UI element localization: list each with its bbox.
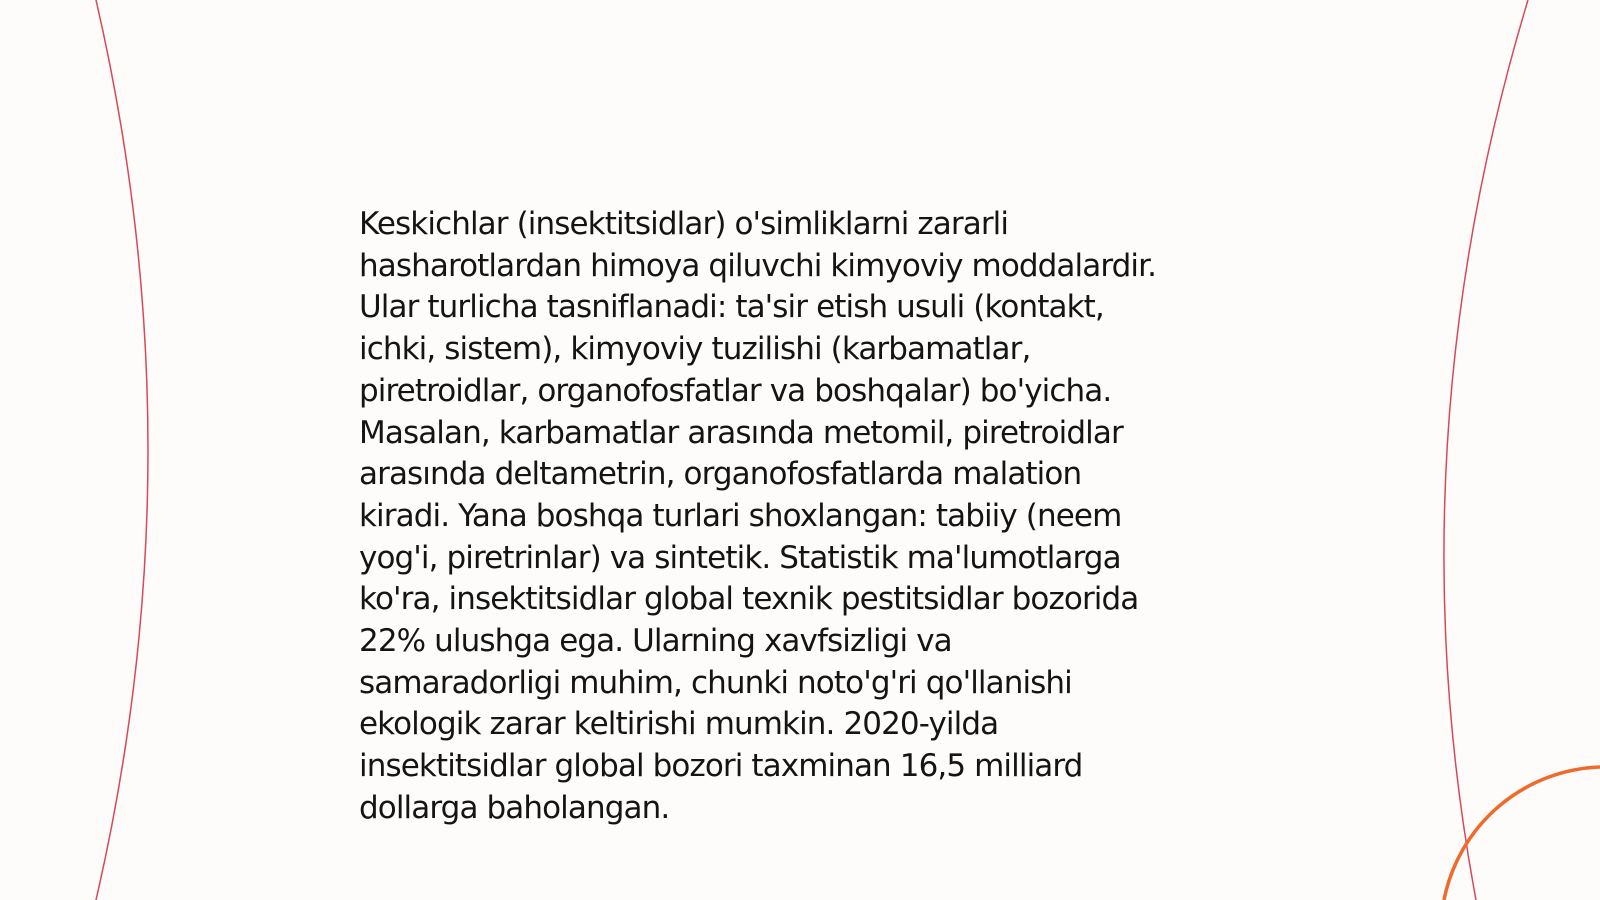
- body-line: arasında deltametrin, organofosfatlarda malation: [359, 456, 1082, 493]
- body-line: ekologik zarar keltirishi mumkin. 2020-yilda: [359, 706, 999, 743]
- left-curve-line: [96, 0, 148, 900]
- body-paragraph: [359, 204, 1259, 830]
- body-line: ko'ra, insektitsidlar global texnik pestitsidlar bozorida: [359, 581, 1139, 618]
- body-line: yog'i, piretrinlar) va sintetik. Statistik ma'lumotlarga: [359, 539, 1121, 576]
- orange-arc: [1444, 767, 1600, 900]
- body-line: Ular turlicha tasniflanadi: ta'sir etish usuli (kontakt,: [359, 289, 1104, 326]
- body-line: 22% ulushga ega. Ularning xavfsizligi va: [359, 623, 952, 660]
- body-line: insektitsidlar global bozori taxminan 16,5 milliard: [359, 748, 1083, 785]
- body-line: kiradi. Yana boshqa turlari shoxlangan: tabiiy (neem: [359, 497, 1122, 534]
- body-line: dollarga baholangan.: [359, 789, 670, 826]
- body-line: hasharotlardan himoya qiluvchi kimyoviy moddalardir.: [359, 247, 1157, 284]
- body-line: Keskichlar (insektitsidlar) o'simliklarni zararli: [359, 206, 1009, 242]
- body-line: ichki, sistem), kimyoviy tuzilishi (karbamatlar,: [359, 331, 1031, 368]
- body-line: piretroidlar, organofosfatlar va boshqalar) bo'yicha.: [359, 372, 1112, 409]
- body-line: samaradorligi muhim, chunki noto'g'ri qo'llanishi: [359, 664, 1072, 701]
- right-curve-line: [1444, 0, 1528, 900]
- body-line: Masalan, karbamatlar arasında metomil, piretroidlar: [359, 414, 1123, 451]
